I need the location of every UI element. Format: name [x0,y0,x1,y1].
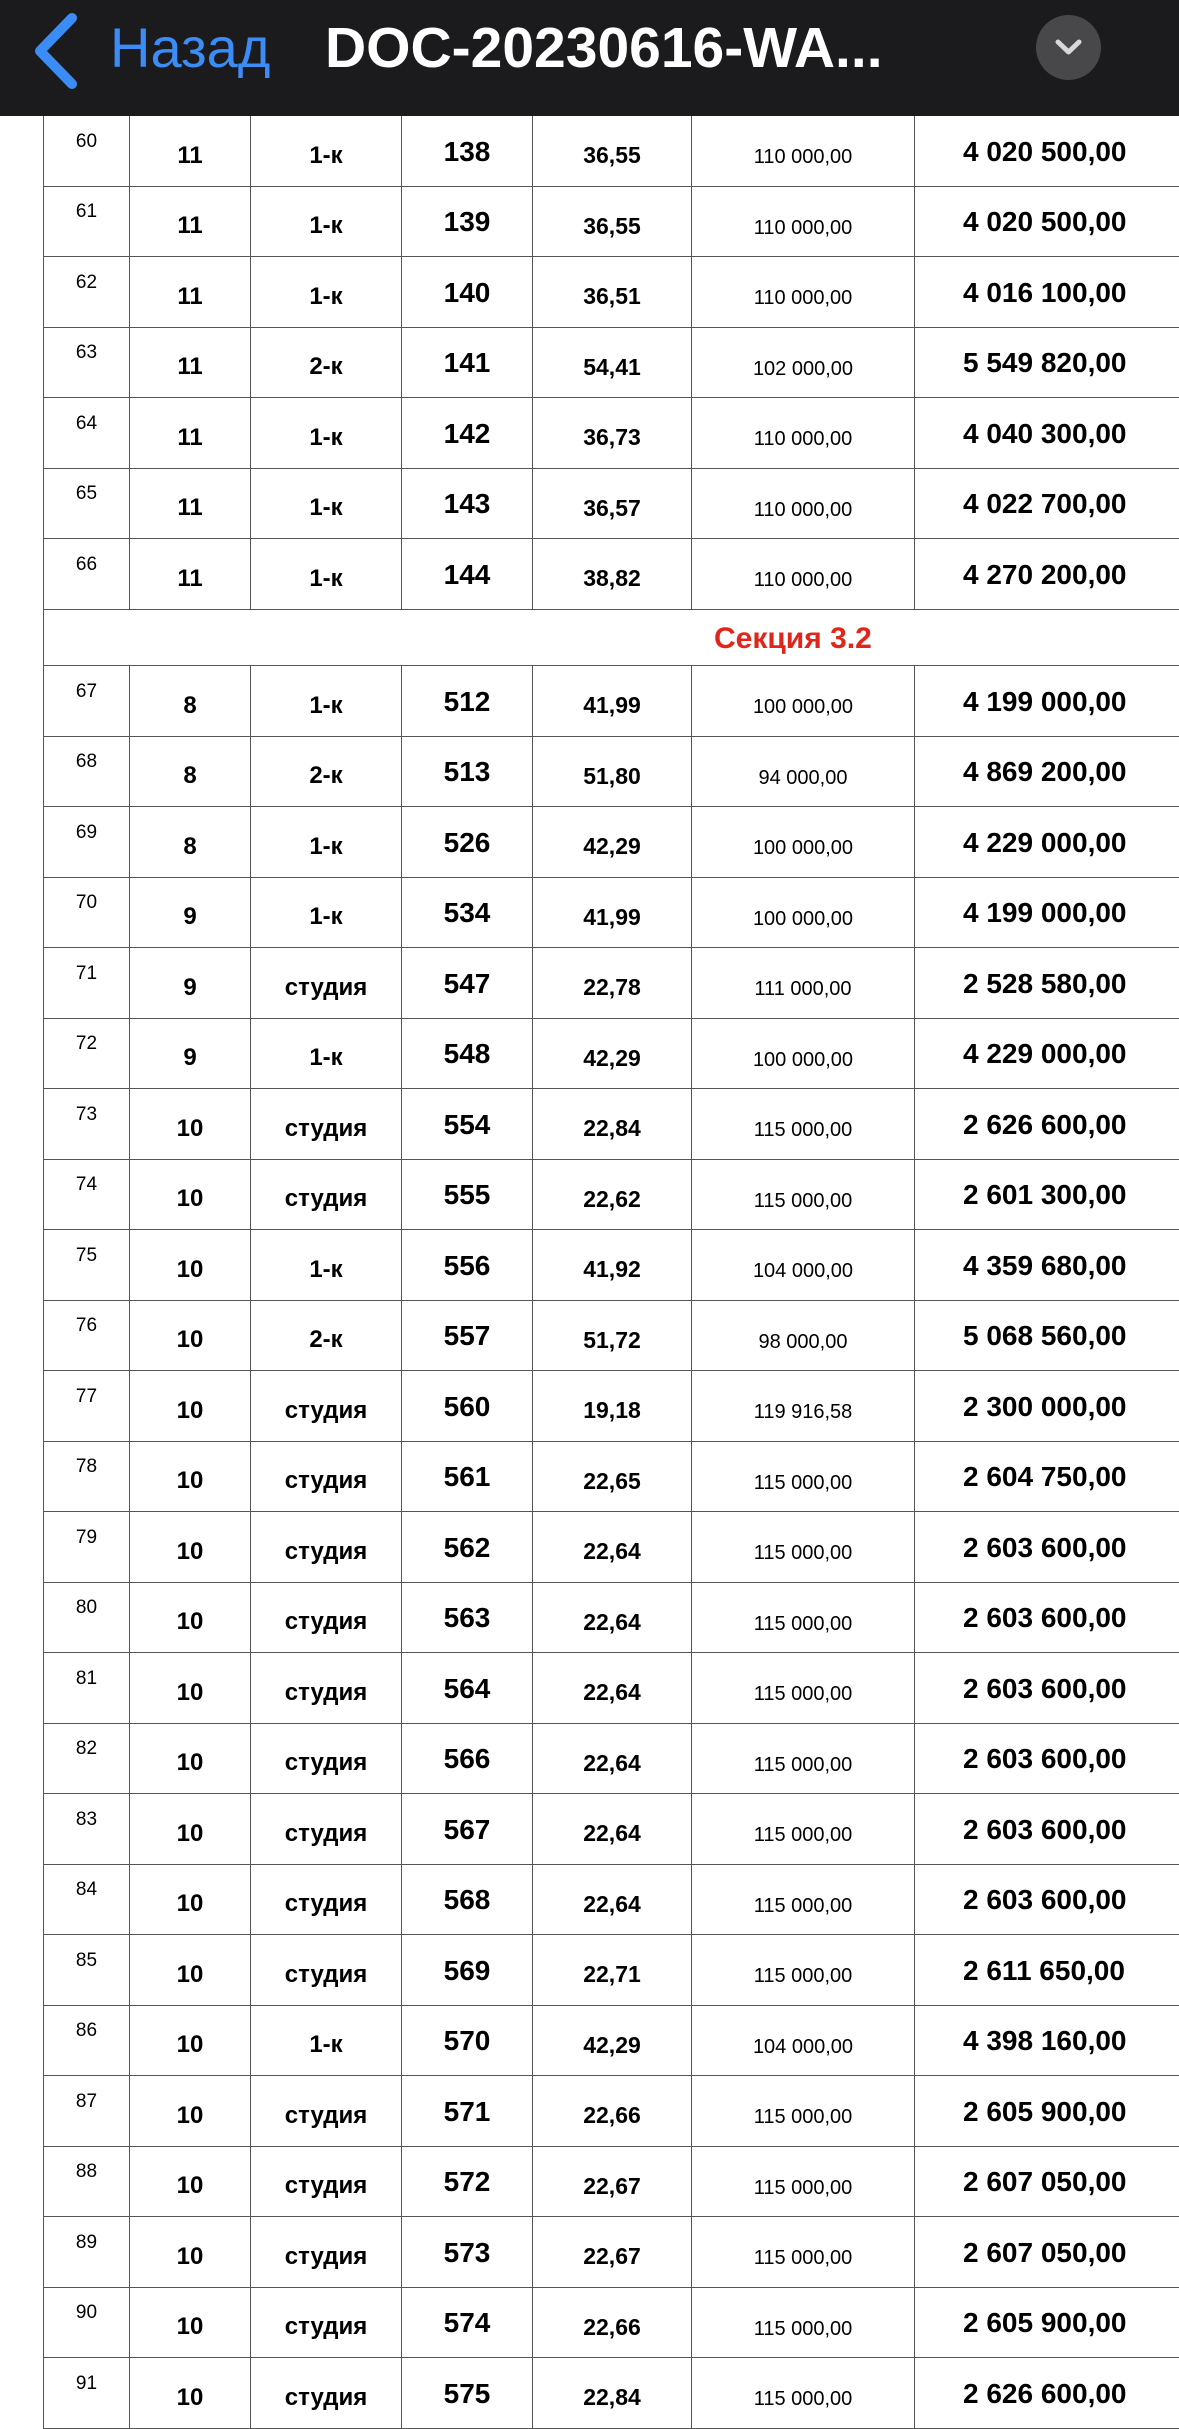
price-per-meter-cell: 115 000,00 [692,1794,915,1865]
table-body-bottom [44,666,1179,2429]
area-cell: 22,64 [533,1582,692,1653]
area-cell: 22,64 [533,1653,692,1724]
floor-cell: 11 [130,468,251,539]
type-cell: 1-к [251,468,402,539]
apartment-number-cell: 140 [402,257,533,328]
row-number: 69 [44,807,130,878]
table-row [44,1230,1179,1301]
area-cell: 42,29 [533,2005,692,2076]
price-per-meter-cell: 98 000,00 [692,1300,915,1371]
total-price-cell: 4 398 160,00 [915,2005,1179,2076]
apartment-number-cell: 512 [402,666,533,737]
table-row [44,877,1179,948]
row-number: 87 [44,2076,130,2147]
chevron-down-icon [1054,35,1083,59]
apartment-number-cell: 526 [402,807,533,878]
table-row [44,2287,1179,2358]
row-number: 73 [44,1089,130,1160]
type-cell: студия [251,1935,402,2006]
apartment-number-cell: 557 [402,1300,533,1371]
apartment-number-cell: 548 [402,1018,533,1089]
row-number: 89 [44,2217,130,2288]
back-button[interactable]: Назад [110,8,270,88]
price-per-meter-cell: 115 000,00 [692,1582,915,1653]
type-cell: студия [251,1371,402,1442]
apartment-number-cell: 534 [402,877,533,948]
area-cell: 19,18 [533,1371,692,1442]
type-cell: студия [251,1582,402,1653]
table-row [44,1512,1179,1583]
apartment-number-cell: 569 [402,1935,533,2006]
total-price-cell: 4 020 500,00 [915,186,1179,257]
row-number: 84 [44,1864,130,1935]
price-per-meter-cell: 110 000,00 [692,257,915,328]
total-price-cell: 2 604 750,00 [915,1441,1179,1512]
table-row [44,1371,1179,1442]
row-number: 77 [44,1371,130,1442]
row-number: 85 [44,1935,130,2006]
price-per-meter-cell: 119 916,58 [692,1371,915,1442]
apartment-number-cell: 556 [402,1230,533,1301]
type-cell: 1-к [251,807,402,878]
table-row [44,2005,1179,2076]
section-row [44,609,1179,666]
price-per-meter-cell: 115 000,00 [692,2076,915,2147]
floor-cell: 9 [130,1018,251,1089]
price-per-meter-cell: 110 000,00 [692,186,915,257]
document-page [0,116,1179,1885]
type-cell: 1-к [251,539,402,610]
type-cell: 1-к [251,1230,402,1301]
price-per-meter-cell: 102 000,00 [692,327,915,398]
row-number: 80 [44,1582,130,1653]
floor-cell: 10 [130,2287,251,2358]
row-number: 91 [44,2358,130,2429]
type-cell: 1-к [251,116,402,186]
floor-cell: 11 [130,539,251,610]
row-number: 65 [44,468,130,539]
total-price-cell: 4 229 000,00 [915,1018,1179,1089]
price-per-meter-cell: 115 000,00 [692,2287,915,2358]
area-cell: 22,64 [533,1864,692,1935]
apartment-number-cell: 138 [402,116,533,186]
price-per-meter-cell: 115 000,00 [692,1864,915,1935]
row-number: 78 [44,1441,130,1512]
total-price-cell: 2 611 650,00 [915,1935,1179,2006]
document-title: DOC-20230616-WA... [325,8,1015,88]
row-number: 88 [44,2146,130,2217]
row-number: 74 [44,1159,130,1230]
price-per-meter-cell: 115 000,00 [692,1159,915,1230]
total-price-cell: 4 359 680,00 [915,1230,1179,1301]
row-number: 90 [44,2287,130,2358]
total-price-cell: 2 607 050,00 [915,2146,1179,2217]
apartment-number-cell: 574 [402,2287,533,2358]
table-row [44,1089,1179,1160]
total-price-cell: 2 601 300,00 [915,1159,1179,1230]
area-cell: 41,99 [533,877,692,948]
apartment-number-cell: 560 [402,1371,533,1442]
title-menu-button[interactable] [1036,15,1101,80]
floor-cell: 9 [130,877,251,948]
row-number: 81 [44,1653,130,1724]
table-row [44,468,1179,539]
apartment-number-cell: 566 [402,1723,533,1794]
total-price-cell: 4 022 700,00 [915,468,1179,539]
table-row [44,2217,1179,2288]
price-per-meter-cell: 100 000,00 [692,1018,915,1089]
price-per-meter-cell: 104 000,00 [692,1230,915,1301]
total-price-cell: 2 603 600,00 [915,1653,1179,1724]
type-cell: 1-к [251,877,402,948]
floor-cell: 11 [130,116,251,186]
floor-cell: 10 [130,1723,251,1794]
floor-cell: 10 [130,2076,251,2147]
section-heading: Секция 3.2 [44,609,1179,666]
floor-cell: 9 [130,948,251,1019]
price-per-meter-cell: 100 000,00 [692,877,915,948]
total-price-cell: 2 603 600,00 [915,1512,1179,1583]
table-row [44,2146,1179,2217]
type-cell: 1-к [251,186,402,257]
table-row [44,1441,1179,1512]
floor-cell: 11 [130,398,251,469]
area-cell: 22,67 [533,2146,692,2217]
apartment-number-cell: 571 [402,2076,533,2147]
area-cell: 41,92 [533,1230,692,1301]
table-row [44,257,1179,328]
price-per-meter-cell: 115 000,00 [692,1089,915,1160]
apartment-number-cell: 563 [402,1582,533,1653]
area-cell: 22,66 [533,2076,692,2147]
area-cell: 41,99 [533,666,692,737]
apartment-number-cell: 144 [402,539,533,610]
row-number: 63 [44,327,130,398]
floor-cell: 8 [130,736,251,807]
price-per-meter-cell: 115 000,00 [692,2358,915,2429]
area-cell: 22,78 [533,948,692,1019]
total-price-cell: 2 626 600,00 [915,1089,1179,1160]
floor-cell: 10 [130,1794,251,1865]
type-cell: 2-к [251,736,402,807]
apartment-number-cell: 513 [402,736,533,807]
chevron-left-icon[interactable] [28,10,88,92]
table-row [44,186,1179,257]
total-price-cell: 2 607 050,00 [915,2217,1179,2288]
row-number: 67 [44,666,130,737]
table-row [44,1864,1179,1935]
apartment-number-cell: 561 [402,1441,533,1512]
floor-cell: 10 [130,2217,251,2288]
apartment-number-cell: 575 [402,2358,533,2429]
type-cell: студия [251,2146,402,2217]
type-cell: 1-к [251,666,402,737]
total-price-cell: 2 300 000,00 [915,1371,1179,1442]
area-cell: 38,82 [533,539,692,610]
apartment-table [43,116,1179,2429]
floor-cell: 10 [130,1864,251,1935]
area-cell: 42,29 [533,807,692,878]
row-number: 68 [44,736,130,807]
price-per-meter-cell: 104 000,00 [692,2005,915,2076]
price-per-meter-cell: 110 000,00 [692,398,915,469]
total-price-cell: 2 528 580,00 [915,948,1179,1019]
type-cell: студия [251,1864,402,1935]
total-price-cell: 2 626 600,00 [915,2358,1179,2429]
area-cell: 22,71 [533,1935,692,2006]
row-number: 82 [44,1723,130,1794]
total-price-cell: 4 016 100,00 [915,257,1179,328]
area-cell: 22,64 [533,1794,692,1865]
price-per-meter-cell: 115 000,00 [692,1723,915,1794]
apartment-number-cell: 564 [402,1653,533,1724]
area-cell: 22,62 [533,1159,692,1230]
type-cell: студия [251,2217,402,2288]
type-cell: 2-к [251,327,402,398]
price-per-meter-cell: 100 000,00 [692,666,915,737]
table-row [44,2358,1179,2429]
price-per-meter-cell: 115 000,00 [692,1935,915,2006]
table-row [44,1723,1179,1794]
type-cell: студия [251,1441,402,1512]
apartment-number-cell: 572 [402,2146,533,2217]
floor-cell: 10 [130,1230,251,1301]
type-cell: студия [251,1653,402,1724]
table-body-top [44,116,1179,609]
table-row [44,539,1179,610]
price-per-meter-cell: 115 000,00 [692,2146,915,2217]
area-cell: 51,80 [533,736,692,807]
area-cell: 36,73 [533,398,692,469]
table-row [44,1935,1179,2006]
row-number: 64 [44,398,130,469]
area-cell: 22,66 [533,2287,692,2358]
navigation-bar [0,0,1179,116]
price-per-meter-cell: 115 000,00 [692,1441,915,1512]
floor-cell: 11 [130,327,251,398]
price-per-meter-cell: 110 000,00 [692,116,915,186]
total-price-cell: 4 020 500,00 [915,116,1179,186]
table-row [44,2076,1179,2147]
table-row [44,327,1179,398]
table-row [44,116,1179,186]
type-cell: студия [251,948,402,1019]
row-number: 76 [44,1300,130,1371]
area-cell: 22,84 [533,1089,692,1160]
apartment-number-cell: 570 [402,2005,533,2076]
area-cell: 22,64 [533,1723,692,1794]
table-row [44,948,1179,1019]
type-cell: студия [251,1089,402,1160]
type-cell: 1-к [251,257,402,328]
area-cell: 22,67 [533,2217,692,2288]
table-row [44,1653,1179,1724]
row-number: 62 [44,257,130,328]
price-per-meter-cell: 115 000,00 [692,1653,915,1724]
total-price-cell: 4 199 000,00 [915,877,1179,948]
table-row [44,1582,1179,1653]
price-per-meter-cell: 115 000,00 [692,1512,915,1583]
row-number: 60 [44,116,130,186]
type-cell: студия [251,2076,402,2147]
table-row [44,666,1179,737]
area-cell: 22,65 [533,1441,692,1512]
row-number: 83 [44,1794,130,1865]
floor-cell: 10 [130,1089,251,1160]
table-row [44,736,1179,807]
apartment-number-cell: 567 [402,1794,533,1865]
floor-cell: 8 [130,666,251,737]
total-price-cell: 2 605 900,00 [915,2076,1179,2147]
area-cell: 51,72 [533,1300,692,1371]
price-per-meter-cell: 94 000,00 [692,736,915,807]
row-number: 75 [44,1230,130,1301]
row-number: 71 [44,948,130,1019]
total-price-cell: 4 270 200,00 [915,539,1179,610]
total-price-cell: 2 603 600,00 [915,1794,1179,1865]
table-row [44,807,1179,878]
floor-cell: 8 [130,807,251,878]
total-price-cell: 5 549 820,00 [915,327,1179,398]
floor-cell: 10 [130,1441,251,1512]
apartment-number-cell: 555 [402,1159,533,1230]
type-cell: студия [251,1723,402,1794]
apartment-number-cell: 547 [402,948,533,1019]
total-price-cell: 2 603 600,00 [915,1723,1179,1794]
type-cell: 1-к [251,1018,402,1089]
area-cell: 36,57 [533,468,692,539]
apartment-number-cell: 562 [402,1512,533,1583]
row-number: 66 [44,539,130,610]
floor-cell: 10 [130,1512,251,1583]
row-number: 79 [44,1512,130,1583]
type-cell: студия [251,1159,402,1230]
type-cell: студия [251,2287,402,2358]
table-row [44,398,1179,469]
section-row-group [44,609,1179,666]
floor-cell: 10 [130,1582,251,1653]
floor-cell: 10 [130,1935,251,2006]
apartment-number-cell: 142 [402,398,533,469]
total-price-cell: 2 605 900,00 [915,2287,1179,2358]
apartment-number-cell: 554 [402,1089,533,1160]
table-row [44,1159,1179,1230]
area-cell: 36,55 [533,116,692,186]
price-per-meter-cell: 110 000,00 [692,468,915,539]
floor-cell: 10 [130,2146,251,2217]
floor-cell: 11 [130,257,251,328]
apartment-number-cell: 573 [402,2217,533,2288]
total-price-cell: 4 040 300,00 [915,398,1179,469]
total-price-cell: 4 869 200,00 [915,736,1179,807]
area-cell: 22,64 [533,1512,692,1583]
floor-cell: 10 [130,1159,251,1230]
total-price-cell: 4 199 000,00 [915,666,1179,737]
apartment-number-cell: 139 [402,186,533,257]
apartment-number-cell: 568 [402,1864,533,1935]
type-cell: 1-к [251,2005,402,2076]
type-cell: 1-к [251,398,402,469]
total-price-cell: 2 603 600,00 [915,1582,1179,1653]
area-cell: 36,51 [533,257,692,328]
row-number: 70 [44,877,130,948]
floor-cell: 10 [130,1371,251,1442]
price-per-meter-cell: 110 000,00 [692,539,915,610]
total-price-cell: 5 068 560,00 [915,1300,1179,1371]
type-cell: студия [251,1512,402,1583]
floor-cell: 10 [130,1653,251,1724]
area-cell: 42,29 [533,1018,692,1089]
table-row [44,1018,1179,1089]
table-row [44,1300,1179,1371]
apartment-number-cell: 143 [402,468,533,539]
type-cell: студия [251,1794,402,1865]
row-number: 72 [44,1018,130,1089]
price-per-meter-cell: 111 000,00 [692,948,915,1019]
area-cell: 54,41 [533,327,692,398]
row-number: 61 [44,186,130,257]
type-cell: студия [251,2358,402,2429]
area-cell: 22,84 [533,2358,692,2429]
price-per-meter-cell: 115 000,00 [692,2217,915,2288]
floor-cell: 10 [130,2005,251,2076]
table-row [44,1794,1179,1865]
area-cell: 36,55 [533,186,692,257]
floor-cell: 10 [130,2358,251,2429]
total-price-cell: 2 603 600,00 [915,1864,1179,1935]
floor-cell: 11 [130,186,251,257]
total-price-cell: 4 229 000,00 [915,807,1179,878]
price-per-meter-cell: 100 000,00 [692,807,915,878]
type-cell: 2-к [251,1300,402,1371]
floor-cell: 10 [130,1300,251,1371]
row-number: 86 [44,2005,130,2076]
apartment-number-cell: 141 [402,327,533,398]
